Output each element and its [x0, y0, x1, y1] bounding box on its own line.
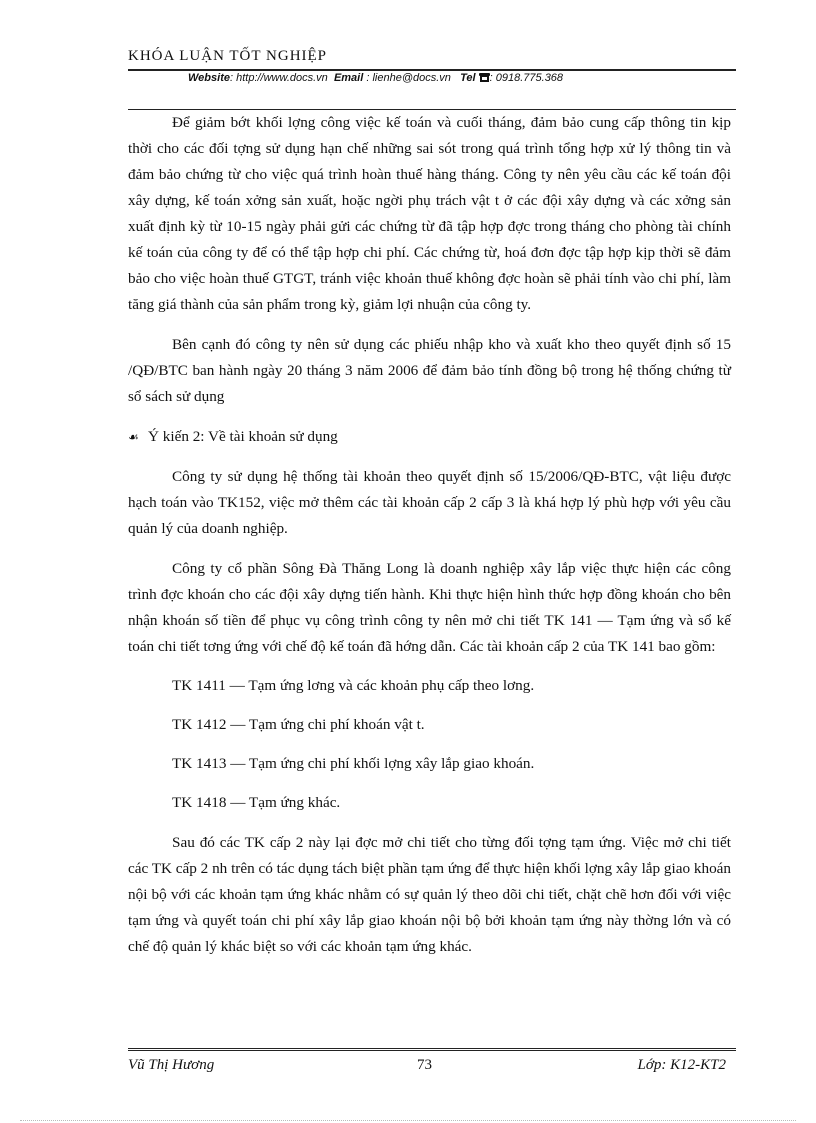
footer-author: Vũ Thị Hương	[128, 1057, 215, 1073]
account-item: TK 1418 — Tạm ứng khác.	[172, 794, 341, 811]
tel-value: : 0918.775.368	[489, 72, 564, 84]
hand-bullet-icon: ☙	[128, 430, 139, 444]
header-divider-top	[128, 69, 736, 71]
header-contact	[188, 72, 563, 84]
paragraph-1: Để giảm bớt khối lợng công việc kế toán và cuối tháng, đảm bảo cung cấp thông tin kịp thời cho các đối tợng sử dụng hạn chế những sai sót trong quá trình tổng hợp xử lý thông tin và đảm bảo chứng từ cho việc quá trình hoàn thuế hàng tháng. Công ty nên yêu cầu các kế toán đội xây dựng, kế toán xởng sản xuất, hoặc ngời phụ trách vật t ở các đội xây dựng và các xởng sản xuất định kỳ từ 10-15 ngày phải gửi các chứng từ đã tập hợp đợc trong tháng cho phòng tài chính kế toán của công ty để có thể tập hợp chi phí. Các chứng từ, hoá đơn đợc tập hợp kịp thời sẽ đảm bảo cho việc hoàn thuế GTGT, tránh việc khoản thuế không đợc hoàn sẽ phải tính vào chi phí, làm tăng giá thành của sản phẩm trong kỳ, giảm lợi nhuận của công ty.	[128, 114, 731, 313]
account-item: TK 1413 — Tạm ứng chi phí khối lợng xây lắp giao khoán.	[172, 755, 535, 772]
footer-class: Lớp: K12-KT2	[637, 1057, 726, 1073]
document-body	[128, 110, 731, 960]
footer-divider	[128, 1048, 736, 1051]
page-header	[128, 48, 736, 84]
paragraph-3: Công ty sử dụng hệ thống tài khoản theo quyết định số 15/2006/QĐ-BTC, vật liệu được hạch toán vào TK152, việc mở thêm các tài khoản cấp 2 cấp 3 là khá hợp lý phù hợp với yêu cầu quản lý của doanh nghiệp.	[128, 468, 731, 537]
email-value[interactable]: : lienhe@docs.vn	[366, 72, 451, 84]
phone-icon	[479, 72, 490, 84]
tel-label: Tel	[460, 72, 476, 84]
website-label: Website	[188, 72, 230, 84]
website-value[interactable]: : http://www.docs.vn	[229, 72, 328, 84]
paragraph-4: Công ty cổ phần Sông Đà Thăng Long là doanh nghiệp xây lắp việc thực hiện các công trình đợc khoán cho các đội xây dựng tiến hành. Khi thực hiện hình thức hợp đồng khoán cho bên nhận khoán số tiền để phục vụ công trình công ty nên mở chi tiết TK 141 — Tạm ứng và sổ kế toán chi tiết tơng ứng với chế độ kế toán đã hớng dẫn. Các tài khoản cấp 2 của TK 141 bao gồm:	[128, 560, 731, 655]
section-heading-text: Ý kiến 2: Về tài khoản sử dụng	[148, 428, 338, 445]
account-item: TK 1412 — Tạm ứng chi phí khoán vật t.	[172, 716, 425, 733]
section-heading	[128, 424, 731, 450]
account-item: TK 1411 — Tạm ứng lơng và các khoản phụ cấp theo lơng.	[172, 677, 535, 694]
email-label: Email	[333, 72, 364, 84]
paragraph-2: Bên cạnh đó công ty nên sử dụng các phiếu nhập kho và xuất kho theo quyết định số 15 /QĐ/BTC ban hành ngày 20 tháng 3 năm 2006 để đảm bảo tính đồng bộ trong hệ thống chứng từ sổ sách sử dụng	[128, 336, 731, 405]
paragraph-5: Sau đó các TK cấp 2 này lại đợc mở chi tiết cho từng đối tợng tạm ứng. Việc mở chi tiết các TK cấp 2 nh trên có tác dụng tách biệt phần tạm ứng để thực hiện khối lợng xây lắp giao khoán nội bộ với các khoản tạm ứng khác nhằm có sự quản lý theo dõi chi tiết, chặt chẽ hơn đối với việc tạm ứng và quyết toán chi phí xây lắp giao khoán nội bộ bởi khoản tạm ứng này thờng lớn và có chế độ quản lý khác biệt so với các khoản tạm ứng khác.	[128, 834, 731, 955]
header-title: KHÓA LUẬN TỐT NGHIỆP	[128, 48, 328, 64]
page-number: 73	[417, 1057, 432, 1073]
page-footer	[128, 1048, 736, 1081]
page-bottom-dotted-border	[20, 1120, 796, 1121]
